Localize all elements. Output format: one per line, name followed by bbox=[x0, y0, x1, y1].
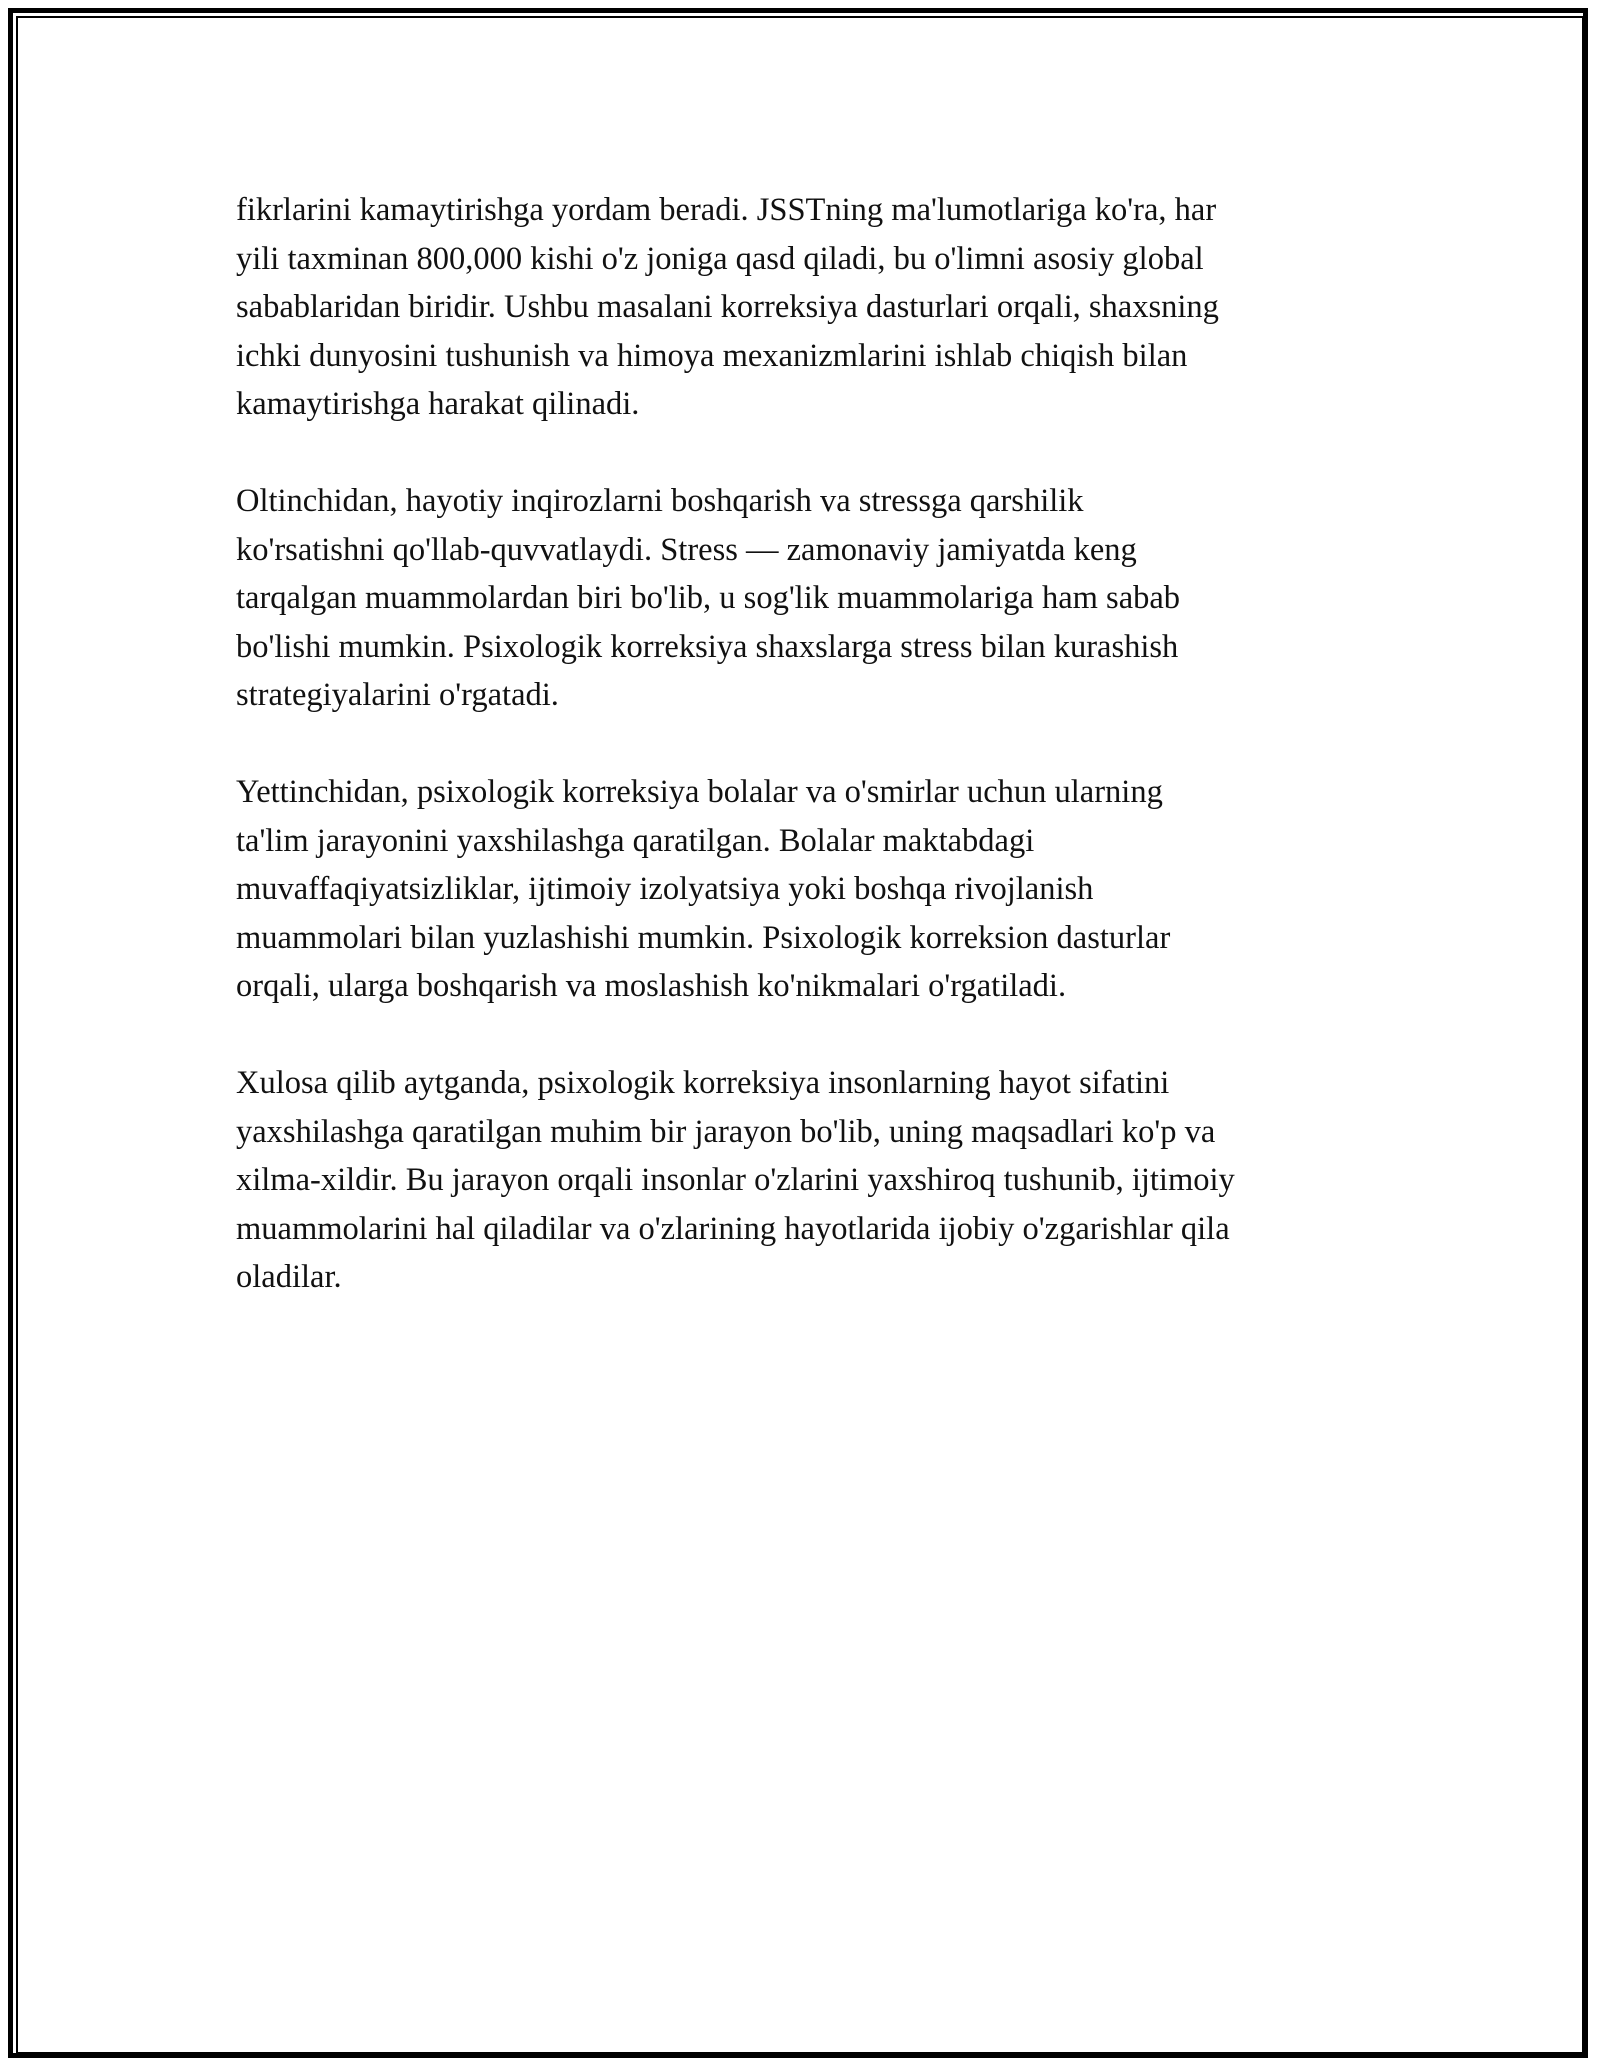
document-body bbox=[236, 186, 1376, 1350]
paragraph-3: Yettinchidan, psixologik korreksiya bolalar va o'smirlar uchun ularning ta'lim jarayonini yaxshilashga qaratilgan. Bolalar maktabdagi muvaffaqiyatsizliklar, ijtimoiy izolyatsiya yoki boshqa rivojlanish muammolari bilan yuzlashishi mumkin. Psixologik korreksion dasturlar orqali, ularga boshqarish va moslashish ko'nikmalari o'rgatiladi. bbox=[236, 774, 1171, 1004]
paragraph-4: Xulosa qilib aytganda, psixologik korreksiya insonlarning hayot sifatini yaxshilashga qaratilgan muhim bir jarayon bo'lib, uning maqsadlari ko'p va xilma-xildir. Bu jarayon orqali insonlar o'zlarini yaxshiroq tushunib, ijtimoiy muammolarini hal qiladilar va o'zlarining hayotlarida ijobiy o'zgarishlar qila oladilar. bbox=[236, 1065, 1235, 1295]
paragraph-2: Oltinchidan, hayotiy inqirozlarni boshqarish va stressga qarshilik ko'rsatishni qo'llab-quvvatlaydi. Stress — zamonaviy jamiyatda keng tarqalgan muammolardan biri bo'lib, u sog'lik muammolariga ham sabab bo'lishi mumkin. Psixologik korreksiya shaxslarga stress bilan kurashish strategiyalarini o'rgatadi. bbox=[236, 483, 1181, 713]
paragraph-1: fikrlarini kamaytirishga yordam beradi. JSSTning ma'lumotlariga ko'ra, har yili taxminan 800,000 kishi o'z joniga qasd qiladi, bu o'limni asosiy global sabablaridan biridir. Ushbu masalani korreksiya dasturlari orqali, shaxsning ichki dunyosini tushunish va himoya mexanizmlarini ishlab chiqish bilan kamaytirishga harakat qilinadi. bbox=[236, 192, 1219, 422]
